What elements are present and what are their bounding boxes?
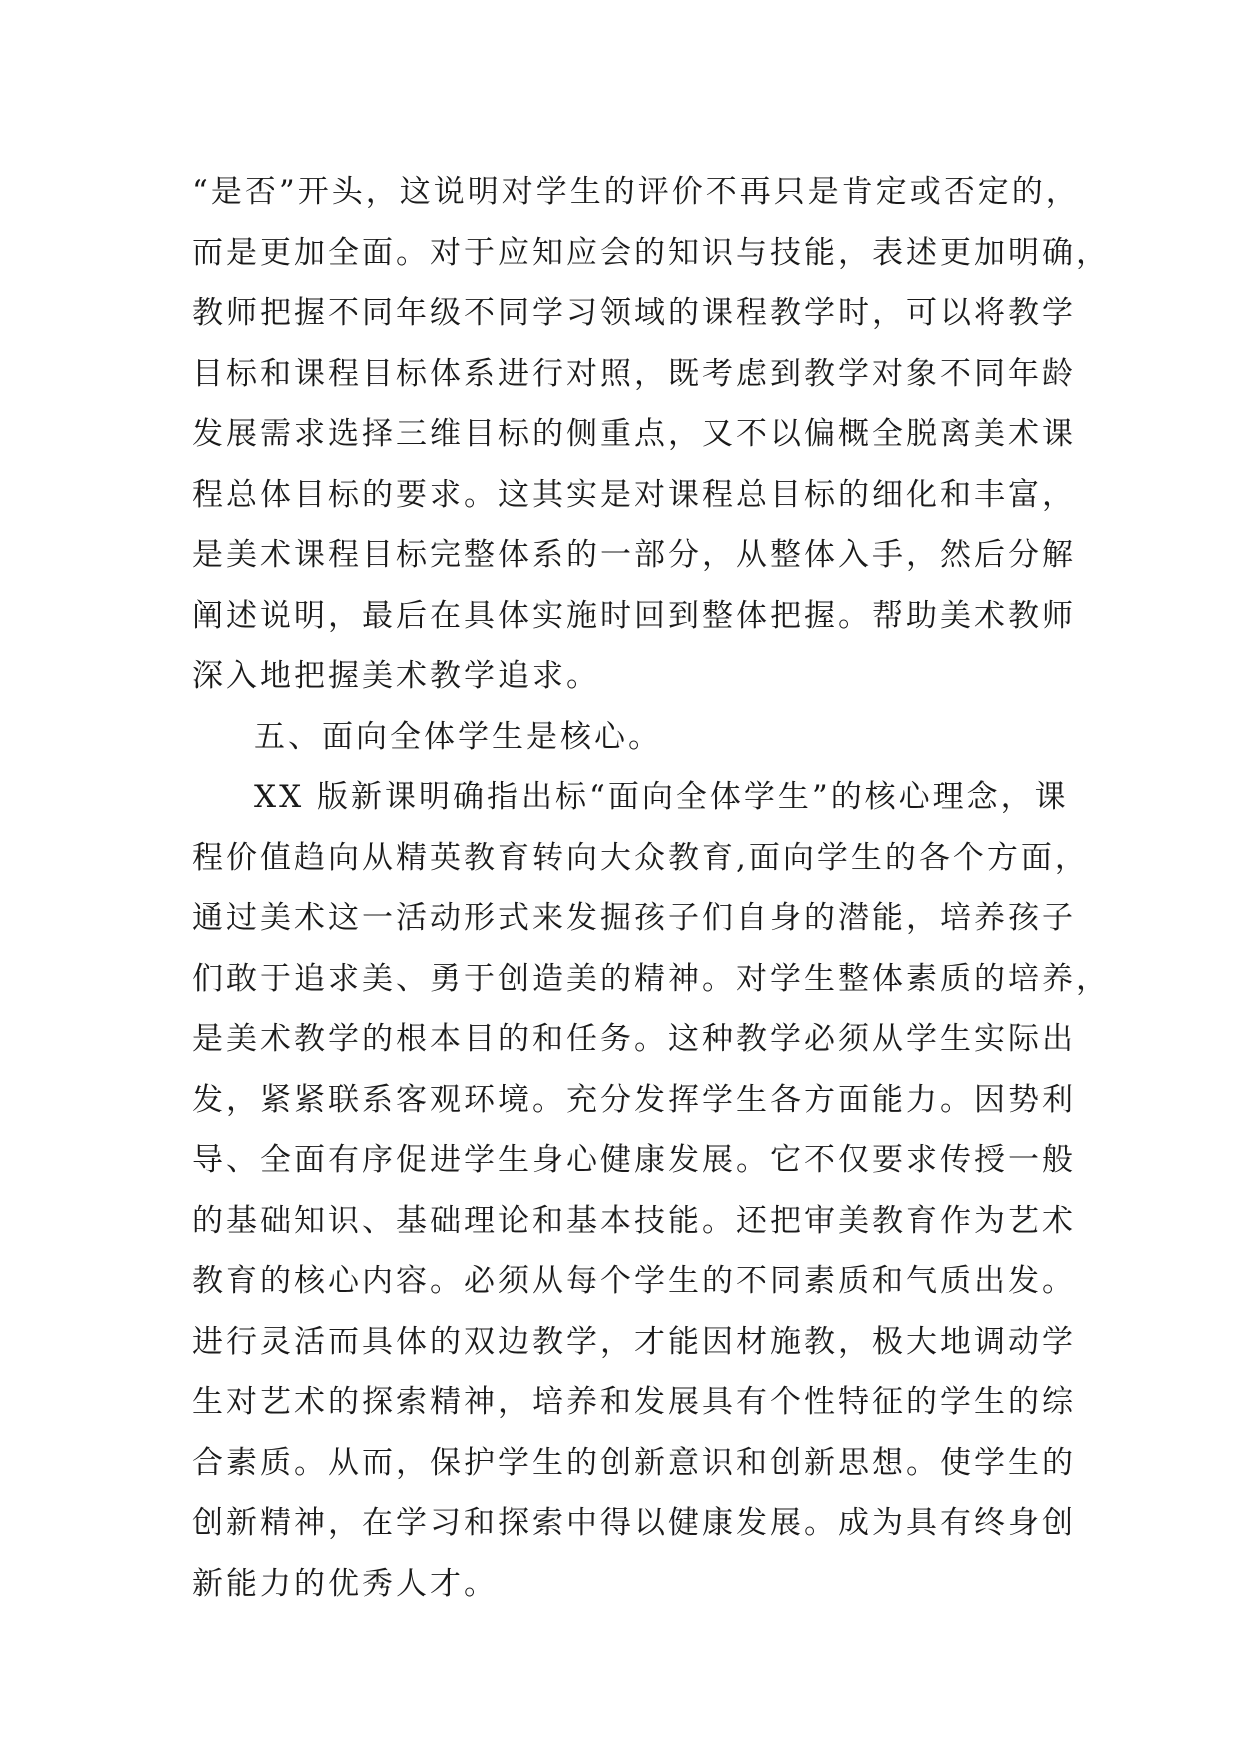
text-line: 深入地把握美术教学追求。 (192, 658, 600, 694)
text-line: 是美术课程目标完整体系的一部分，从整体入手，然后分解 (192, 537, 1076, 573)
text-line: 合素质。从而，保护学生的创新意识和创新思想。使学生的 (192, 1444, 1076, 1481)
text-line: 目标和课程目标体系进行对照，既考虑到教学对象不同年龄 (192, 355, 1076, 392)
text-line: 程价值趋向从精英教育转向大众教育,面向学生的各个方面， (192, 839, 1089, 876)
text-line: 阐述说明，最后在具体实施时回到整体把握。帮助美术教师 (192, 597, 1076, 634)
section-heading: 五、面向全体学生是核心。 (254, 718, 662, 755)
text-line: 教师把握不同年级不同学习领域的课程教学时，可以将教学 (192, 295, 1076, 331)
text-line: 程总体目标的要求。这其实是对课程总目标的细化和丰富， (192, 476, 1076, 513)
text-line: 而是更加全面。对于应知应会的知识与技能，表述更加明确， (192, 234, 1110, 271)
text-line: 导、全面有序促进学生身心健康发展。它不仅要求传授一般 (192, 1142, 1076, 1178)
text-line: “是否”开头，这说明对学生的评价不再只是肯定或否定的， (192, 174, 1080, 210)
text-line: 进行灵活而具体的双边教学，才能因材施教，极大地调动学 (192, 1323, 1076, 1360)
paragraph-first-line: XX 版新课明确指出标“面向全体学生”的核心理念，课 (254, 779, 1069, 815)
text-line: 生对艺术的探索精神，培养和发展具有个性特征的学生的综 (192, 1384, 1076, 1420)
text-line: 们敢于追求美、勇于创造美的精神。对学生整体素质的培养， (192, 960, 1110, 997)
text-line: 通过美术这一活动形式来发掘孩子们自身的潜能，培养孩子 (192, 900, 1076, 936)
body-text (192, 162, 1110, 1614)
text-line: 的基础知识、基础理论和基本技能。还把审美教育作为艺术 (192, 1202, 1076, 1239)
text-line: 新能力的优秀人才。 (192, 1565, 498, 1602)
text-line: 发，紧紧联系客观环境。充分发挥学生各方面能力。因势利 (192, 1081, 1076, 1118)
text-line: 是美术教学的根本目的和任务。这种教学必须从学生实际出 (192, 1021, 1076, 1057)
text-line: 创新精神，在学习和探索中得以健康发展。成为具有终身创 (192, 1505, 1076, 1541)
text-line: 教育的核心内容。必须从每个学生的不同素质和气质出发。 (192, 1263, 1076, 1299)
text-line: 发展需求选择三维目标的侧重点，又不以偏概全脱离美术课 (192, 416, 1076, 452)
